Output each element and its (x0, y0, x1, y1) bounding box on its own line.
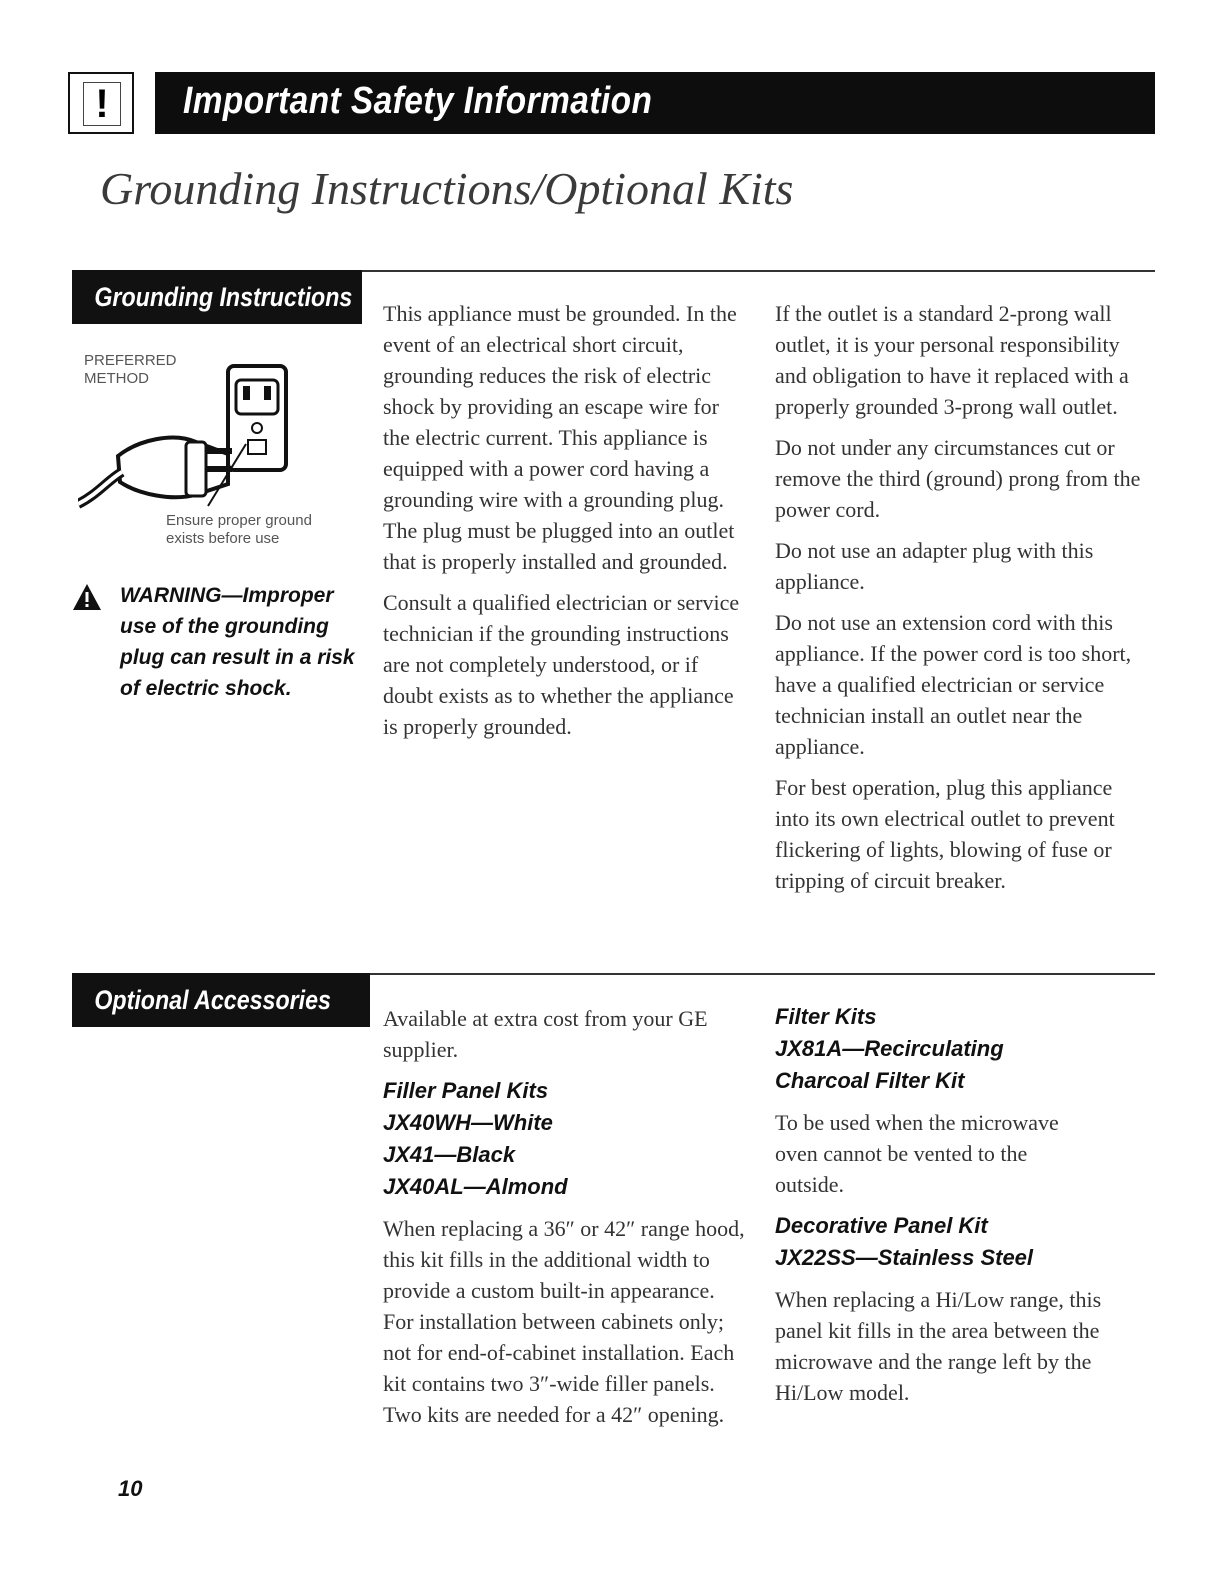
decor-heading: Decorative Panel Kit (775, 1213, 988, 1238)
paragraph: Do not use an extension cord with this appliance. If the power cord is too short, have a qualified electrician or service technician install an outlet near the appliance. (775, 610, 1132, 759)
accessories-text-col2 (775, 1001, 1143, 1418)
paragraph: Consult a qualified electrician or service technician if the grounding instructions are not completely understood, or if doubt exists as to whether the appliance is properly grounded. (383, 590, 740, 739)
figure-label-ensure: Ensure proper ground exists before use (166, 512, 312, 547)
grounding-text-col2 (775, 298, 1143, 906)
decor-model: JX22SS—Stainless Steel (775, 1245, 1034, 1270)
safety-alert-icon (68, 72, 134, 134)
exclamation-icon: ! (83, 82, 121, 126)
grounding-tab (72, 270, 362, 324)
filler-model: JX41—Black (383, 1142, 516, 1167)
accessories-tab (72, 973, 370, 1027)
paragraph: If the outlet is a standard 2-prong wall outlet, it is your personal responsibility and obligation to have it replaced with a properly grounded 3-prong wall outlet. (775, 301, 1129, 419)
filter-heading: Filter Kits (775, 1004, 877, 1029)
paragraph: For best operation, plug this appliance into its own electrical outlet to prevent flickering of lights, blowing of fuse or tripping of circuit breaker. (775, 775, 1115, 893)
filter-model: JX81A—Recirculating Charcoal Filter Kit (775, 1036, 1004, 1093)
section-banner (155, 72, 1155, 134)
grounding-tab-label: Grounding Instructions (94, 282, 353, 312)
accessories-intro: Available at extra cost from your GE supplier. (383, 1006, 708, 1062)
grounding-figure (78, 344, 340, 554)
paragraph: Do not use an adapter plug with this appliance. (775, 538, 1094, 594)
paragraph: This appliance must be grounded. In the event of an electrical short circuit, grounding reduces the risk of electric shock by providing an escape wire for the electric current. This appliance is equipped with a power cord having a grounding wire with a grounding plug. The plug must be plugged into an outlet that is properly installed and grounded. (383, 301, 737, 574)
accessories-tab-label: Optional Accessories (94, 985, 331, 1015)
filler-heading: Filler Panel Kits (383, 1078, 549, 1103)
figure-label-preferred: PREFERRED METHOD (84, 352, 177, 387)
page-title: Grounding Instructions/Optional Kits (100, 163, 794, 214)
section-rule (362, 270, 1155, 272)
warning-triangle-icon (72, 582, 104, 612)
section-rule (370, 973, 1155, 975)
filler-model: JX40WH—White (383, 1110, 553, 1135)
grounding-text-col1 (383, 298, 745, 752)
page-number: 10 (118, 1476, 143, 1501)
filler-model: JX40AL—Almond (383, 1174, 568, 1199)
filler-description: When replacing a 36″ or 42″ range hood, this kit fills in the additional width to provide a custom built-in appearance. For installation between cabinets only; not for end-of-cabinet installation. Each kit contains two 3″-wide filler panels. Two kits are needed for a 42″ opening. (383, 1216, 745, 1427)
banner-title: Important Safety Information (183, 80, 653, 122)
decor-description: When replacing a Hi/Low range, this panel kit fills in the area between the microwave and the range left by the Hi/Low model. (775, 1287, 1102, 1405)
grounding-warning: WARNING—Improper use of the grounding plug can result in a risk of electric shock. (120, 584, 355, 700)
accessories-text-col1 (383, 1003, 745, 1440)
filter-description: To be used when the microwave oven cannot be vented to the outside. (775, 1110, 1059, 1197)
paragraph: Do not under any circumstances cut or remove the third (ground) prong from the power cord. (775, 435, 1141, 522)
